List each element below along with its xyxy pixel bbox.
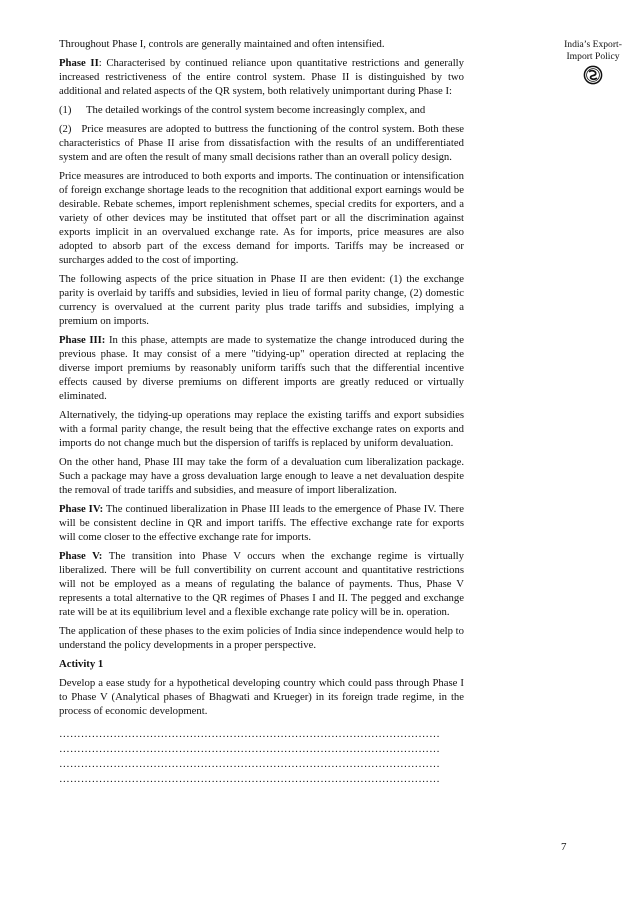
answer-line[interactable]: ……………………………………………………………………………………………: [59, 742, 441, 755]
paragraph-phase5: [59, 550, 464, 620]
answer-lines: [59, 727, 464, 788]
answer-line[interactable]: ……………………………………………………………………………………………: [59, 773, 441, 786]
paragraph-phase4: [59, 503, 464, 545]
sidebar-title-line2: Import Policy: [566, 51, 620, 62]
sidebar-title-line1: India’s Export-: [564, 39, 622, 50]
phase3-label: Phase III:: [59, 334, 106, 346]
phase4-text: The continued liberalization in Phase III leads to the emergence of Phase IV. There will be consistent decline in QR and import tariffs. The effective exchange rate for exports will come closer to the effective exchange rate for imports.: [59, 502, 464, 543]
paragraph-alternatively: Alternatively, the tidying-up operations may replace the existing tariffs and export subsidies with a formal parity change, the result being that the effective exchange rates on exports and imports do not change much but the dispersion of tariffs is replaced by uniform devaluation.: [59, 408, 464, 449]
phase5-label: Phase V:: [59, 549, 103, 562]
paragraph-application: The application of these phases to the exim policies of India since independence would help to understand the policy developments in a proper perspective.: [59, 624, 464, 651]
phase2-text: : Characterised by continued reliance upon quantitative restrictions and generally increased restrictiveness of the entire control system. Phase II is distinguished by two additional and related aspects of the QR system, both relatively unimportant during Phase I:: [59, 57, 464, 98]
paragraph-following-aspects: The following aspects of the price situation in Phase II are then evident: (1) the exchange parity is overlaid by tariffs and subsidies, levied in lieu of formal parity change, (2) domestic currency is overvalued at the current parity plus trade tariffs and subsidies, implying a premium on imports.: [59, 273, 464, 327]
activity-instructions: Develop a ease study for a hypothetical developing country which could pass through Phase I to Phase V (Analytical phases of Bhagwati and Krueger) in its foreign trade regime, in the process of economic development.: [59, 677, 464, 717]
page-number: 7: [561, 841, 567, 853]
item1-text: The detailed workings of the control system become increasingly complex, and: [86, 104, 426, 117]
answer-line[interactable]: ……………………………………………………………………………………………: [59, 727, 441, 740]
paragraph-phase3: [59, 334, 464, 404]
main-text-column: [59, 38, 467, 788]
paragraph-price-measures: Price measures are introduced to both exports and imports. The continuation or intensification of foreign exchange shortage leads to the recognition that additional export earnings would be desirable. Rebate schemes, import replenishment schemes, special credits for exporters, and a variety of other devices may be instituted that offset part or all the discrimination against exports implicit in an overvalued exchange rate. As for imports, price measures are also adopted to absorb part of the excess demand for imports. Tariffs may be increased or surcharges added to the cost of importing.: [59, 170, 464, 266]
numbered-item-2: (2) Price measures are adopted to buttress the functioning of the control system. Both these characteristics of Phase II arise from dissatisfaction with the results of an undifferentiated system and are often the result of many small decisions rather than an overall policy design.: [59, 123, 467, 164]
phase4-label: Phase IV:: [59, 502, 104, 515]
sidebar-running-title: [553, 39, 633, 85]
paragraph-phase2: [59, 57, 464, 99]
numbered-item-1: [59, 104, 464, 118]
answer-line[interactable]: ……………………………………………………………………………………………: [59, 758, 441, 771]
swirl-emblem-icon: [583, 65, 603, 85]
item1-number: (1): [59, 104, 72, 117]
paragraph-other-hand: On the other hand, Phase III may take the form of a devaluation cum liberalization package. Such a package may have a gross devaluation large enough to leave a net devaluation despite the removal of trade tariffs and subsidies, and measure of import liberalization.: [59, 455, 464, 496]
activity-heading: Activity 1: [59, 657, 104, 670]
phase5-text: The transition into Phase V occurs when the exchange regime is virtually liberalized. There will be full convertibility on current account and quantitative restrictions will not be employed as a means of regulating the balance of payments. Thus, Phase V represents a total alternative to the QR regimes of Phases I and II. The pegged and exchange rate will be at its equilibrium level and a flexible exchange rate policy will be in. operation.: [59, 549, 464, 618]
paragraph-phase1-summary: Throughout Phase I, controls are generally maintained and often intensified.: [59, 38, 385, 50]
phase3-text: In this phase, attempts are made to systematize the change introduced during the previous phase. It may consist of a mere "tidying-up" operation directed at replacing the diverse import premiums by reasonably uniform tariffs such that the differential incentive effects caused by diverse premiums on different imports are greatly reduced or virtually eliminated.: [59, 334, 464, 402]
phase2-label: Phase II: [59, 57, 99, 70]
